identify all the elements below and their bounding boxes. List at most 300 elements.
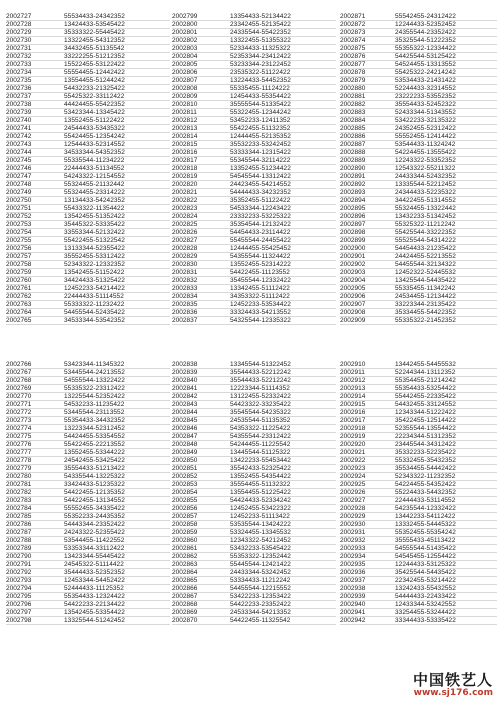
row-id: 2002910 — [340, 361, 366, 368]
row-code: 13423344-55445422 — [64, 553, 125, 560]
row-code: 54422233-22134422 — [64, 601, 125, 608]
row-id: 2002861 — [172, 545, 198, 552]
table-row — [340, 165, 497, 173]
row-code: 22342455-53214422 — [395, 577, 456, 584]
row-id: 2002731 — [6, 45, 32, 52]
row-code: 22444433-51114552 — [64, 293, 124, 300]
row-id: 2002888 — [340, 149, 366, 156]
row-id: 2002941 — [340, 609, 366, 616]
table-row — [172, 441, 336, 449]
row-code: 54353322-11225422 — [230, 425, 291, 432]
table-row — [6, 237, 170, 245]
row-code: 55224433-54432352 — [395, 489, 456, 496]
row-id: 2002860 — [172, 537, 198, 544]
watermark-title: 中国铁艺人 — [412, 671, 493, 689]
row-id: 2002914 — [340, 393, 366, 400]
row-code: 54444433-22433422 — [395, 593, 456, 600]
row-id: 2002744 — [6, 149, 32, 156]
row-code: 55355322-12334422 — [395, 45, 456, 52]
table-row — [172, 545, 336, 553]
table-row — [172, 465, 336, 473]
row-id: 2002871 — [340, 13, 366, 20]
row-id: 2002836 — [172, 309, 198, 316]
table-row — [340, 301, 497, 309]
table-row — [340, 489, 497, 497]
row-code: 35532233-53242452 — [230, 141, 291, 148]
table-row — [6, 449, 170, 457]
row-id: 2002734 — [6, 69, 32, 76]
row-id: 2002727 — [6, 13, 32, 20]
table-row — [6, 513, 170, 521]
row-id: 2002759 — [6, 269, 32, 276]
table-row — [340, 585, 497, 593]
table-row — [6, 165, 170, 173]
row-id: 2002746 — [6, 165, 32, 172]
table-row — [6, 189, 170, 197]
row-code: 24433344-52432352 — [395, 173, 456, 180]
table-row — [340, 53, 497, 61]
row-code: 55324455-21132442 — [64, 181, 125, 188]
table-row — [340, 377, 497, 385]
table-row — [172, 449, 336, 457]
row-code: 52244433-32314552 — [395, 85, 456, 92]
row-id: 2002942 — [340, 617, 366, 624]
row-code: 55324455-23314222 — [64, 189, 125, 196]
table-row — [172, 385, 336, 393]
table-row — [6, 401, 170, 409]
table-row — [6, 21, 170, 29]
table-row — [340, 221, 497, 229]
row-code: 55352455-55354242 — [395, 529, 456, 536]
table-row — [172, 513, 336, 521]
row-code: 12243322-53352352 — [395, 157, 456, 164]
table-row — [6, 481, 170, 489]
table-row — [6, 77, 170, 85]
row-code: 35444433-52352352 — [64, 569, 125, 576]
table-row — [6, 497, 170, 505]
row-code: 53333344-12315422 — [230, 149, 291, 156]
row-code: 55324455-13322442 — [395, 205, 456, 212]
table-row — [6, 489, 170, 497]
row-id: 2002939 — [340, 593, 366, 600]
row-code: 54422455-13134552 — [64, 497, 125, 504]
table-row — [6, 229, 170, 237]
row-id: 2002784 — [6, 505, 32, 512]
row-code: 54454433-23114422 — [230, 229, 291, 236]
row-id: 2002765 — [6, 317, 32, 324]
table-row — [172, 253, 336, 261]
row-code: 55354433-53254422 — [395, 385, 456, 392]
row-id: 2002866 — [172, 585, 198, 592]
row-code: 13552455-52314222 — [230, 261, 291, 268]
table-row — [340, 577, 497, 585]
row-code: 33424433-51235322 — [64, 481, 125, 488]
table-row — [6, 593, 170, 601]
table-row — [6, 569, 170, 577]
table-row — [6, 85, 170, 93]
row-id: 2002864 — [172, 569, 198, 576]
row-id: 2002884 — [340, 117, 366, 124]
row-id: 2002869 — [172, 609, 198, 616]
row-code: 15522455-53122422 — [64, 61, 125, 68]
row-id: 2002853 — [172, 481, 198, 488]
row-code: 34432455-51135542 — [64, 45, 125, 52]
table-row — [6, 141, 170, 149]
row-code: 54455544-32134322 — [395, 261, 456, 268]
row-id: 2002762 — [6, 293, 32, 300]
table-row — [6, 301, 170, 309]
row-code: 35534455-54442422 — [395, 465, 456, 472]
table-row — [340, 393, 497, 401]
table-row — [6, 545, 170, 553]
row-code: 24352455-52312422 — [395, 125, 456, 132]
table-row — [340, 109, 497, 117]
row-code: 55425322-24214242 — [395, 69, 456, 76]
table-row — [172, 45, 336, 53]
table-row — [6, 473, 170, 481]
row-id: 2002767 — [6, 369, 32, 376]
table-row — [6, 13, 170, 21]
row-code: 34533344-53542352 — [64, 317, 125, 324]
row-code: 55352233-24435352 — [64, 513, 125, 520]
table-row — [172, 205, 336, 213]
table-row — [6, 385, 170, 393]
table-row — [6, 317, 170, 325]
row-id: 2002730 — [6, 37, 32, 44]
row-id: 2002770 — [6, 393, 32, 400]
row-id: 2002827 — [172, 237, 198, 244]
table-row — [340, 277, 497, 285]
row-code: 53534433-21431422 — [395, 77, 456, 84]
row-id: 2002758 — [6, 261, 32, 268]
row-code: 54243322-12154552 — [64, 173, 125, 180]
row-id: 2002797 — [6, 609, 32, 616]
row-id: 2002779 — [6, 465, 32, 472]
row-id: 2002907 — [340, 301, 366, 308]
table-row — [6, 417, 170, 425]
table-row — [340, 537, 497, 545]
row-code: 55335544-11234222 — [64, 157, 125, 164]
row-code: 54432233-21325422 — [64, 85, 125, 92]
row-id: 2002806 — [172, 69, 198, 76]
table-row — [6, 61, 170, 69]
row-code: 55455544-24455422 — [230, 237, 291, 244]
table-row — [172, 529, 336, 537]
row-code: 55335455-11342242 — [395, 285, 456, 292]
table-row — [340, 521, 497, 529]
table-row — [172, 553, 336, 561]
row-id: 2002732 — [6, 53, 32, 60]
row-id: 2002740 — [6, 117, 32, 124]
row-id: 2002773 — [6, 417, 32, 424]
row-id: 2002766 — [6, 361, 32, 368]
table-row — [172, 77, 336, 85]
table-row — [340, 417, 497, 425]
row-id: 2002924 — [340, 473, 366, 480]
table-row — [172, 497, 336, 505]
table-column — [6, 13, 170, 325]
row-code: 55552455-34335422 — [64, 505, 125, 512]
row-code: 13554455-51244242 — [64, 77, 125, 84]
table-row — [6, 125, 170, 133]
row-id: 2002928 — [340, 505, 366, 512]
table-row — [340, 101, 497, 109]
row-id: 2002739 — [6, 109, 32, 116]
row-code: 34422455-51314552 — [395, 197, 456, 204]
row-id: 2002881 — [340, 93, 366, 100]
row-code: 35554455-51132322 — [230, 481, 291, 488]
row-id: 2002926 — [340, 489, 366, 496]
row-code: 12452233-54214422 — [64, 285, 125, 292]
row-id: 2002865 — [172, 577, 198, 584]
table-row — [6, 29, 170, 37]
row-code: 35554433-51213422 — [64, 465, 125, 472]
table-row — [172, 261, 336, 269]
table-row — [340, 617, 497, 625]
row-id: 2002870 — [172, 617, 198, 624]
table-row — [6, 617, 170, 625]
table-row — [6, 205, 170, 213]
table-row — [340, 213, 497, 221]
row-id: 2002728 — [6, 21, 32, 28]
row-id: 2002851 — [172, 465, 198, 472]
row-code: 54524455-13313552 — [395, 61, 456, 68]
row-id: 2002876 — [340, 53, 366, 60]
row-code: 24335544-55422352 — [230, 29, 291, 36]
table-row — [340, 141, 497, 149]
row-code: 13225544-52352422 — [64, 393, 125, 400]
row-code: 13552455-54354422 — [230, 473, 291, 480]
row-id: 2002873 — [340, 29, 366, 36]
table-row — [340, 465, 497, 473]
row-id: 2002918 — [340, 425, 366, 432]
table-row — [172, 369, 336, 377]
row-id: 2002882 — [340, 101, 366, 108]
row-id: 2002813 — [172, 125, 198, 132]
table-row — [340, 529, 497, 537]
table-row — [6, 109, 170, 117]
table-row — [6, 245, 170, 253]
table-row — [172, 521, 336, 529]
row-id: 2002753 — [6, 221, 32, 228]
row-id: 2002874 — [340, 37, 366, 44]
row-id: 2002938 — [340, 585, 366, 592]
table-row — [6, 197, 170, 205]
table-row — [172, 301, 336, 309]
row-id: 2002768 — [6, 377, 32, 384]
row-id: 2002828 — [172, 245, 198, 252]
row-id: 2002925 — [340, 481, 366, 488]
row-id: 2002886 — [340, 133, 366, 140]
row-code: 23332233-53225322 — [230, 213, 291, 220]
table-row — [6, 553, 170, 561]
row-code: 13335544-52212452 — [395, 181, 456, 188]
table-row — [6, 133, 170, 141]
table-row — [172, 29, 336, 37]
row-code: 35545544-54235322 — [230, 409, 291, 416]
row-code: 54455544-52435422 — [64, 309, 125, 316]
row-id: 2002752 — [6, 213, 32, 220]
table-row — [6, 117, 170, 125]
table-row — [172, 197, 336, 205]
table-row — [340, 253, 497, 261]
table-row — [340, 125, 497, 133]
row-id: 2002822 — [172, 197, 198, 204]
row-code: 54444433-34232352 — [230, 189, 291, 196]
row-code: 55425544-33222352 — [395, 229, 456, 236]
table-row — [6, 361, 170, 369]
table-row — [172, 189, 336, 197]
table-row — [340, 173, 497, 181]
row-id: 2002771 — [6, 401, 32, 408]
row-code: 44424455-55422352 — [64, 101, 125, 108]
row-id: 2002880 — [340, 85, 366, 92]
row-id: 2002904 — [340, 277, 366, 284]
row-code: 35555433-45113422 — [395, 537, 456, 544]
table-row — [340, 513, 497, 521]
row-id: 2002905 — [340, 285, 366, 292]
row-code: 55335455-11124222 — [230, 85, 290, 92]
table-row — [172, 13, 336, 21]
row-id: 2002839 — [172, 369, 198, 376]
row-id: 2002811 — [172, 109, 197, 116]
row-code: 55554455-12442422 — [64, 69, 125, 76]
row-id: 2002815 — [172, 141, 198, 148]
row-code: 55335322-21452352 — [395, 317, 456, 324]
table-row — [340, 37, 497, 45]
table-row — [340, 293, 497, 301]
row-id: 2002843 — [172, 401, 198, 408]
row-code: 23222233-53552352 — [395, 93, 456, 100]
row-code: 13552455-53344222 — [64, 449, 125, 456]
row-code: 52444433-11125352 — [64, 585, 124, 592]
row-id: 2002899 — [340, 237, 366, 244]
row-id: 2002922 — [340, 457, 366, 464]
row-id: 2002833 — [172, 285, 198, 292]
row-code: 35544433-52212242 — [230, 369, 291, 376]
row-code: 55332455-35432352 — [395, 457, 456, 464]
row-code: 33254455-53244422 — [395, 609, 456, 616]
row-code: 12452233-51113422 — [230, 513, 290, 520]
table-row — [340, 497, 497, 505]
table-row — [340, 85, 497, 93]
table-row — [6, 149, 170, 157]
row-id: 2002835 — [172, 301, 198, 308]
table-row — [172, 61, 336, 69]
row-id: 2002805 — [172, 61, 198, 68]
table-row — [6, 277, 170, 285]
row-code: 13322455-51355322 — [230, 37, 291, 44]
table-row — [172, 585, 336, 593]
row-id: 2002932 — [340, 537, 366, 544]
row-code: 12452455-53422322 — [230, 505, 291, 512]
row-code: 13442455-54455532 — [395, 361, 456, 368]
row-code: 54424433-52334242 — [230, 497, 291, 504]
row-code: 24542455-53425422 — [64, 457, 125, 464]
row-code: 52334433-11325322 — [230, 45, 291, 52]
row-code: 54335544-13225322 — [64, 473, 125, 480]
row-code: 53233344-23122452 — [230, 61, 291, 68]
row-code: 53324455-13345532 — [230, 529, 291, 536]
row-id: 2002789 — [6, 545, 32, 552]
row-id: 2002788 — [6, 537, 32, 544]
table-row — [340, 205, 497, 213]
row-code: 13432233-51342452 — [395, 213, 456, 220]
row-id: 2002940 — [340, 601, 366, 608]
table-row — [6, 261, 170, 269]
row-code: 54355544-11324422 — [230, 253, 291, 260]
table-row — [172, 285, 336, 293]
row-code: 53452233-12411352 — [230, 117, 291, 124]
row-id: 2002810 — [172, 101, 198, 108]
row-code: 53445544-24213552 — [64, 369, 125, 376]
table-row — [340, 21, 497, 29]
row-id: 2002887 — [340, 141, 366, 148]
row-code: 52244344-13112352 — [395, 369, 456, 376]
table-column — [172, 13, 336, 325]
table-row — [340, 593, 497, 601]
table-row — [6, 393, 170, 401]
row-id: 2002816 — [172, 149, 198, 156]
row-code: 12544433-52314552 — [64, 141, 125, 148]
table-row — [6, 521, 170, 529]
row-id: 2002930 — [340, 521, 366, 528]
row-code: 12444455-55425452 — [230, 245, 291, 252]
row-id: 2002929 — [340, 513, 366, 520]
row-code: 12543322-55211322 — [395, 165, 456, 172]
row-code: 53353344-33112422 — [64, 545, 125, 552]
row-id: 2002781 — [6, 481, 32, 488]
table-column — [6, 361, 170, 625]
table-row — [6, 465, 170, 473]
table-row — [6, 69, 170, 77]
row-id: 2002854 — [172, 489, 198, 496]
row-id: 2002760 — [6, 277, 32, 284]
row-code: 55422455-51132352 — [230, 125, 291, 132]
row-code: 54422455-12135352 — [64, 489, 125, 496]
table-row — [172, 393, 336, 401]
row-code: 13325544-51242452 — [64, 617, 125, 624]
table-row — [6, 45, 170, 53]
table-row — [172, 173, 336, 181]
table-row — [340, 457, 497, 465]
table-row — [172, 117, 336, 125]
row-code: 35552455-53312422 — [64, 253, 125, 260]
row-code: 24544433-53435322 — [64, 125, 125, 132]
row-code: 23445544-34312422 — [395, 441, 456, 448]
table-row — [340, 401, 497, 409]
row-id: 2002769 — [6, 385, 32, 392]
row-code: 13424433-53545422 — [64, 21, 125, 28]
row-id: 2002750 — [6, 197, 32, 204]
row-code: 34533344-54352352 — [64, 149, 125, 156]
row-code: 54424455-53354552 — [64, 433, 125, 440]
row-id: 2002856 — [172, 505, 198, 512]
table-row — [172, 141, 336, 149]
row-code: 53422233-12353422 — [230, 593, 291, 600]
table-row — [6, 369, 170, 377]
row-id: 2002890 — [340, 165, 366, 172]
row-code: 54422455-11123552 — [230, 269, 290, 276]
table-row — [340, 269, 497, 277]
row-id: 2002933 — [340, 545, 366, 552]
table-row — [172, 569, 336, 577]
table-row — [340, 545, 497, 553]
table-row — [172, 505, 336, 513]
row-code: 13332455-54445322 — [395, 521, 456, 528]
row-code: 54224455-13555422 — [395, 149, 456, 156]
table-row — [172, 309, 336, 317]
